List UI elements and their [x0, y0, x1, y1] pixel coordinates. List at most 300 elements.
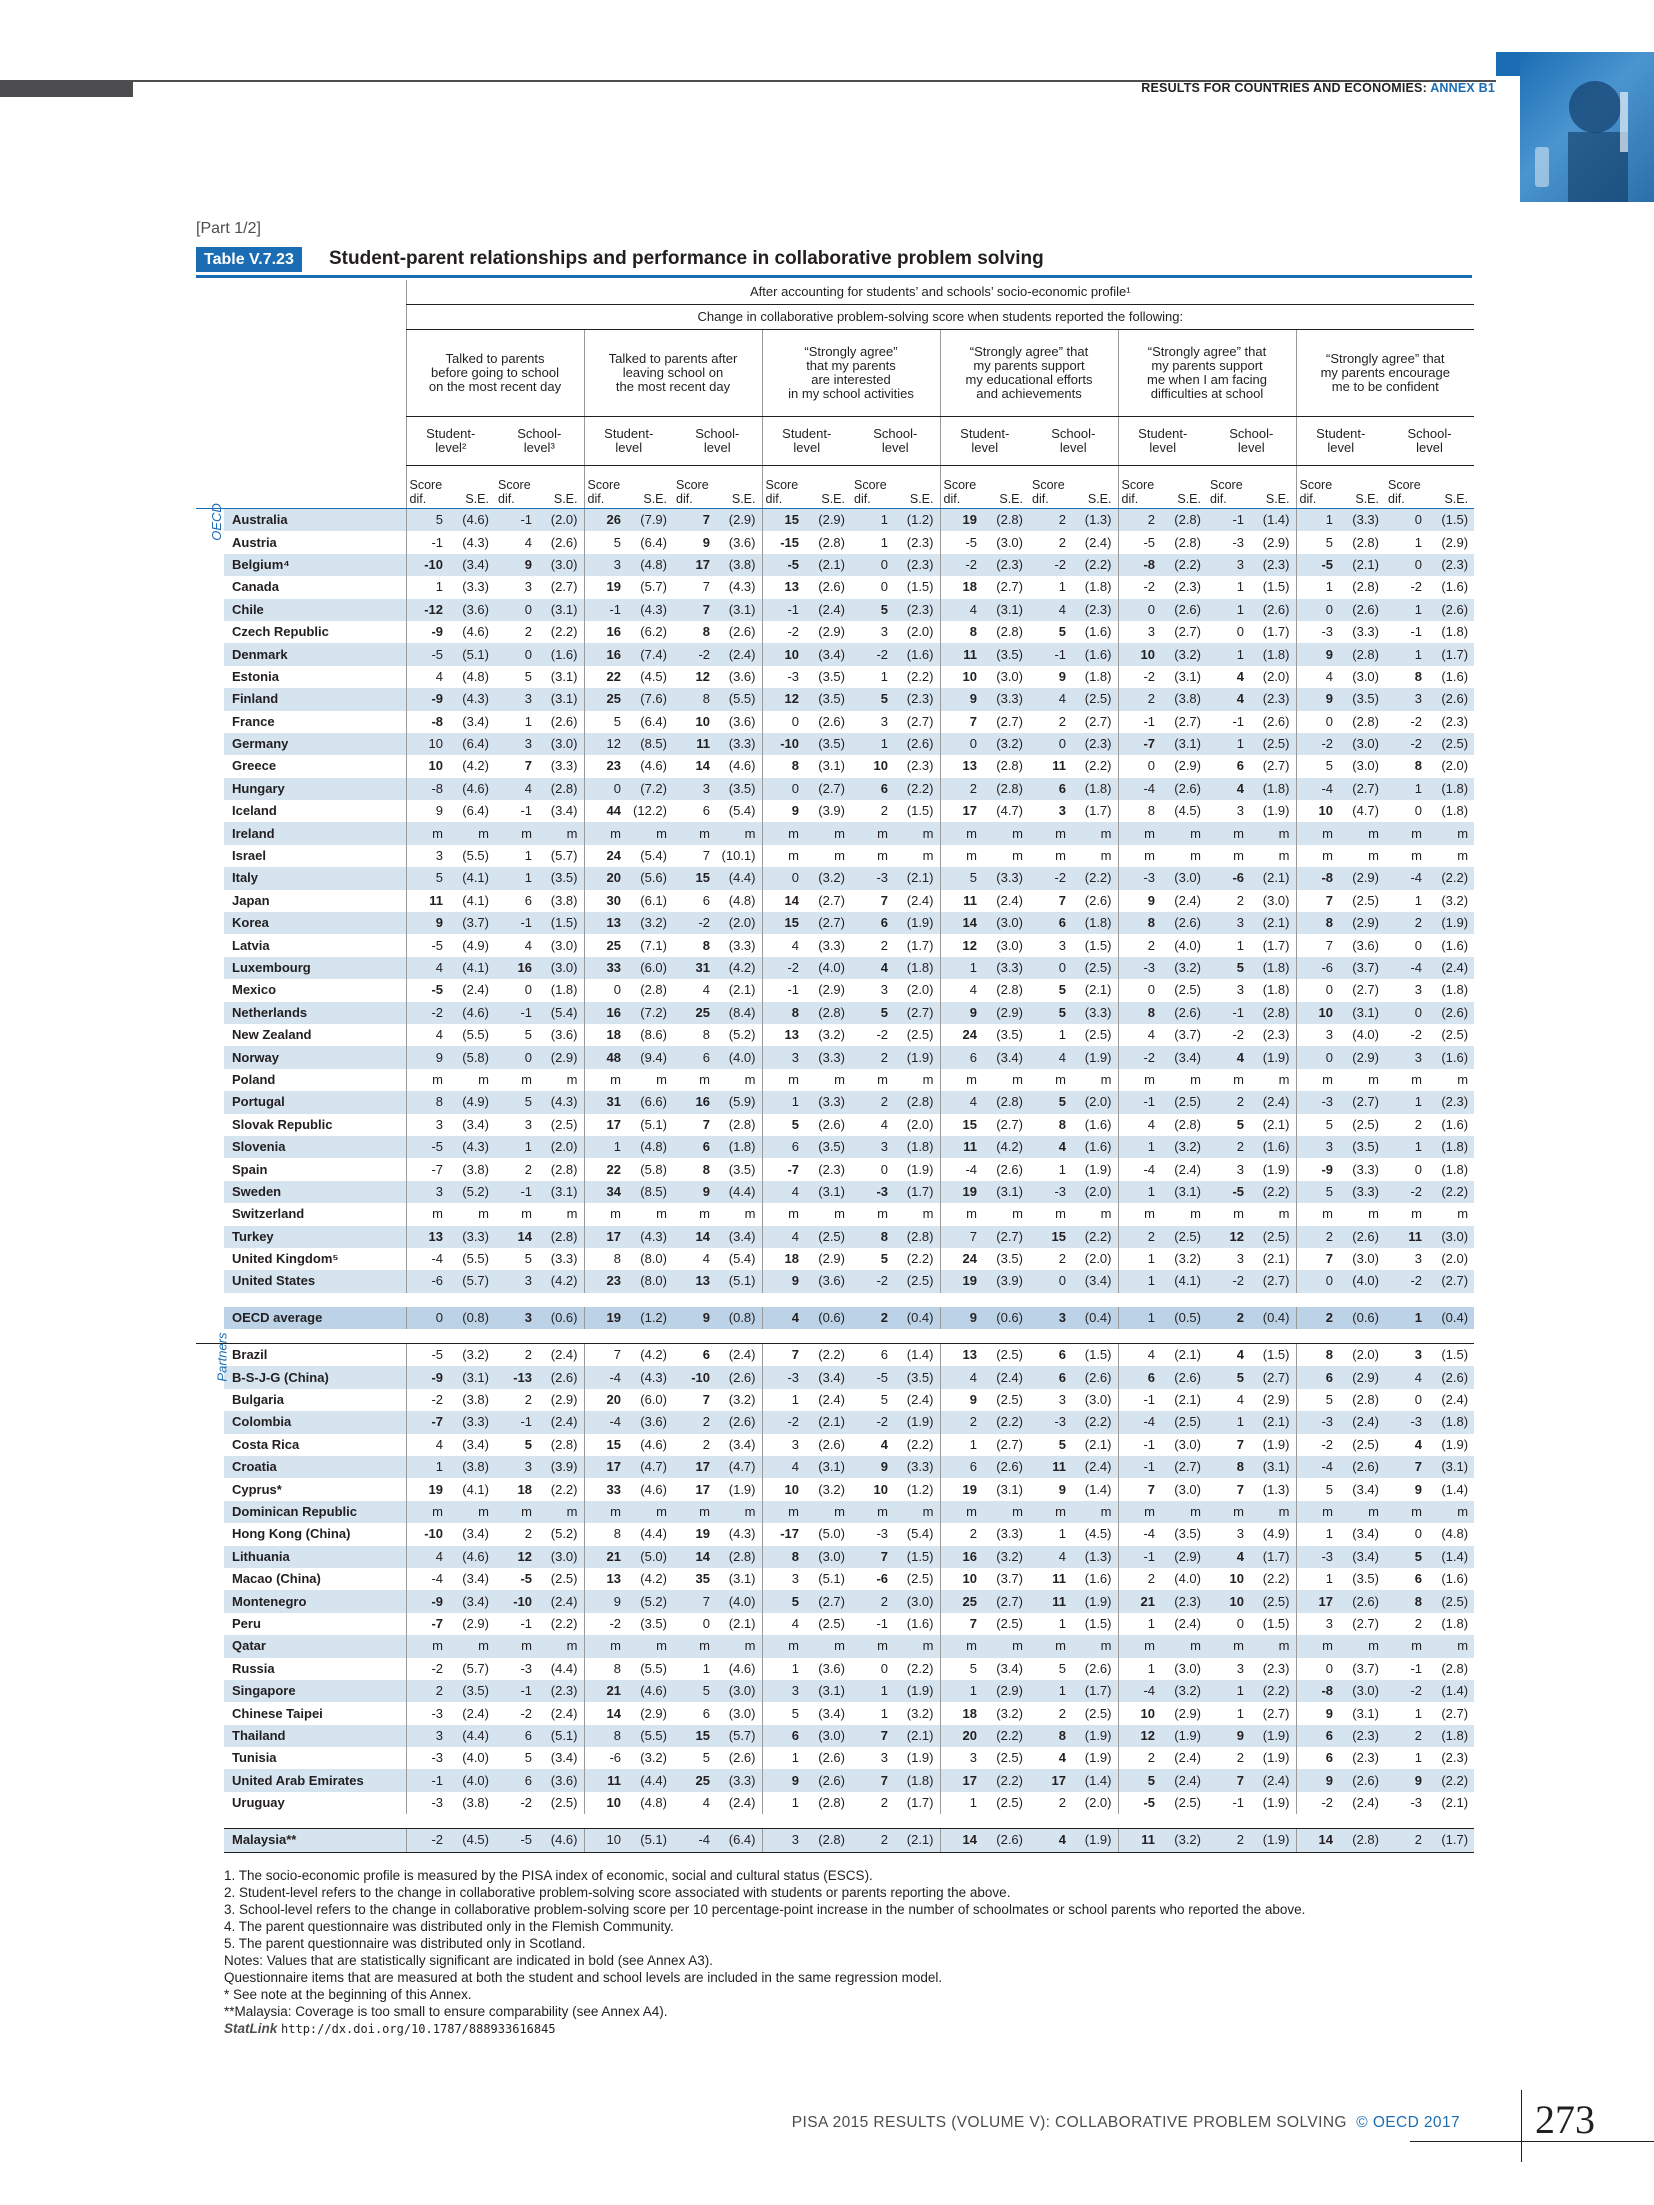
se-cell: (2.5) [550, 1571, 578, 1587]
score-dif-cell: 8 [702, 937, 710, 953]
se-cell: (4.9) [462, 937, 489, 953]
score-dif-cell: -2 [876, 1027, 888, 1043]
score-dif-cell: -5 [406, 979, 447, 1001]
se-cell: m [803, 1635, 851, 1657]
se-cell: m [1368, 848, 1379, 864]
score-dif-cell: 0 [495, 1046, 536, 1068]
se-cell: (3.4) [714, 1226, 762, 1248]
se-cell: (3.3) [818, 937, 845, 953]
score-dif-cell: m [1055, 1206, 1066, 1222]
se-cell: (1.8) [1441, 624, 1469, 640]
se-cell: (3.2) [1159, 1829, 1207, 1852]
se-cell: (12.2) [633, 803, 667, 819]
country-name: Costa Rica [232, 1436, 300, 1452]
level-header-line: level [1327, 440, 1355, 455]
country-name: Croatia [224, 1456, 406, 1478]
score-dif-cell: -9 [406, 1590, 447, 1612]
se-cell: (2.8) [892, 1226, 940, 1248]
se-cell: (3.3) [1352, 624, 1379, 640]
level-header-line: level [1149, 440, 1177, 455]
se-header: S.E. [803, 466, 851, 509]
score-dif-cell: 6 [851, 778, 892, 800]
row-side [196, 1613, 224, 1635]
se-cell: (2.1) [1248, 912, 1296, 934]
score-dif-cell: 3 [762, 1434, 803, 1456]
row-side [196, 1203, 224, 1225]
score-dif-cell: 4 [1029, 599, 1070, 621]
score-dif-cell: 1 [1118, 1270, 1159, 1292]
score-dif-cell: 17 [584, 1226, 625, 1248]
score-dif-cell: 8 [1296, 1344, 1337, 1367]
score-dif-cell: -8 [406, 778, 447, 800]
score-dif-cell: 6 [673, 1344, 714, 1367]
se-cell: (2.1) [1084, 1436, 1112, 1452]
se-cell: (3.4) [1352, 1481, 1379, 1497]
se-cell: m [1368, 1206, 1379, 1222]
score-dif-cell: -2 [406, 1389, 447, 1411]
se-cell: (5.0) [625, 1546, 673, 1568]
column-group-header-line: me when I am facing [1147, 372, 1267, 387]
score-dif-cell: 25 [584, 688, 625, 710]
se-cell: (1.9) [1262, 1750, 1290, 1766]
se-cell: (2.4) [536, 1590, 584, 1612]
se-cell: m [803, 1501, 851, 1523]
se-cell: (2.7) [803, 1590, 851, 1612]
score-dif-cell: 7 [1236, 1436, 1244, 1452]
score-dif-cell: 8 [584, 1658, 625, 1680]
se-cell: (5.5) [640, 1660, 667, 1676]
se-cell: (3.1) [1159, 1181, 1207, 1203]
se-cell: (3.3) [714, 733, 762, 755]
score-dif-cell: m [1385, 822, 1426, 844]
se-cell: m [1190, 1206, 1201, 1222]
score-dif-cell: 3 [851, 1136, 892, 1158]
se-cell: (2.2) [1070, 1226, 1118, 1248]
score-dif-cell: 9 [406, 800, 447, 822]
score-dif-cell: 4 [940, 599, 981, 621]
score-dif-cell: 2 [851, 1829, 892, 1852]
country-name: Peru [232, 1615, 261, 1631]
score-dif-cell: 11 [673, 733, 714, 755]
score-dif-cell: 6 [702, 1705, 710, 1721]
school-level-header [1029, 417, 1118, 466]
se-cell: (3.6) [728, 534, 756, 550]
score-dif-cell: 14 [762, 890, 803, 912]
score-dif-cell: 9 [1296, 643, 1337, 665]
se-cell: (4.8) [625, 1136, 673, 1158]
se-cell: (2.0) [906, 982, 934, 998]
score-dif-cell: 5 [1296, 1478, 1337, 1500]
score-dif-cell: 3 [1296, 1136, 1337, 1158]
se-cell: (2.6) [818, 1750, 845, 1766]
statlink-label: StatLink [224, 2021, 278, 2036]
se-cell: (8.5) [625, 733, 673, 755]
score-dif-header [940, 466, 981, 509]
score-dif-cell: 5 [495, 1091, 536, 1113]
score-dif-cell: 3 [762, 1046, 803, 1068]
score-dif-cell: 7 [1296, 934, 1337, 956]
score-header-line: Score [1210, 478, 1243, 492]
se-cell: (3.6) [1352, 937, 1379, 953]
table-row [196, 688, 1474, 710]
se-cell: (2.7) [1248, 1366, 1296, 1388]
score-header-line: Score [1299, 478, 1333, 492]
score-dif-cell: m [851, 1501, 892, 1523]
se-cell: (2.4) [550, 1705, 578, 1721]
country-name: Norway [224, 1046, 406, 1068]
se-cell: (1.8) [1262, 982, 1290, 998]
score-header-line: Score [765, 478, 799, 492]
se-header: S.E. [892, 466, 940, 509]
score-dif-cell: 7 [1296, 1248, 1337, 1270]
se-cell: (3.1) [1159, 733, 1207, 755]
school-level-header [495, 417, 584, 466]
se-cell: (5.2) [447, 1181, 495, 1203]
se-cell: (2.5) [1352, 1436, 1379, 1452]
se-cell: (2.0) [1070, 1181, 1118, 1203]
se-cell: (2.1) [728, 982, 756, 998]
se-cell: (6.0) [640, 1392, 667, 1408]
note-line: Notes: Values that are statistically significant are indicated in bold (see Annex A3). [224, 1953, 714, 1968]
se-cell: (8.0) [625, 1270, 673, 1292]
score-dif-cell: 9 [406, 912, 447, 934]
country-name: Dominican Republic [224, 1501, 406, 1523]
level-header-line: School- [695, 426, 740, 441]
statlink-url[interactable]: http://dx.doi.org/10.1787/888933616845 [281, 2022, 556, 2036]
score-dif-cell: 10 [1118, 1702, 1159, 1724]
score-dif-cell: -9 [406, 688, 447, 710]
se-cell: (2.6) [1084, 892, 1112, 908]
row-side [196, 1158, 224, 1180]
row-side [196, 1590, 224, 1612]
se-cell: (1.8) [714, 1136, 762, 1158]
section-label-text: Partners [214, 1332, 230, 1382]
se-cell: m [744, 1206, 756, 1222]
country-name: Turkey [224, 1226, 406, 1248]
se-cell: (3.6) [728, 713, 756, 729]
score-dif-cell: 1 [880, 534, 888, 550]
se-cell: (6.4) [714, 1829, 762, 1852]
score-dif-cell: m [877, 1071, 888, 1087]
running-header-text: RESULTS FOR COUNTRIES AND ECONOMIES: [1141, 81, 1427, 95]
score-dif-cell: 3 [1236, 1251, 1244, 1267]
score-dif-cell: 4 [851, 957, 892, 979]
se-cell: (2.4) [1174, 1615, 1201, 1631]
row-side [196, 867, 224, 889]
se-cell: (2.3) [1441, 713, 1469, 729]
se-cell: (1.9) [1441, 1436, 1469, 1452]
score-dif-cell: 0 [762, 778, 803, 800]
se-cell: (3.5) [447, 1680, 495, 1702]
score-dif-cell: 16 [584, 643, 625, 665]
score-dif-cell: 2 [1385, 1725, 1426, 1747]
row-side [196, 1702, 224, 1724]
se-cell: (2.9) [981, 1002, 1029, 1024]
column-group-header-line: difficulties at school [1150, 386, 1264, 401]
score-dif-cell: -9 [406, 1366, 447, 1388]
score-dif-cell: 3 [1236, 1526, 1244, 1542]
table-row [196, 800, 1474, 822]
score-dif-cell: 19 [584, 576, 625, 598]
se-cell: (2.0) [906, 624, 934, 640]
se-cell: (3.4) [996, 1660, 1023, 1676]
score-dif-cell: 3 [880, 1750, 888, 1766]
se-cell: (2.1) [1159, 1344, 1207, 1367]
score-dif-cell: 21 [1118, 1590, 1159, 1612]
score-dif-cell: 8 [940, 621, 981, 643]
se-cell: (2.2) [1262, 1571, 1290, 1587]
table-row [196, 934, 1474, 956]
score-dif-cell: 0 [1029, 1270, 1070, 1292]
score-dif-header [406, 466, 447, 509]
se-cell: (7.2) [625, 778, 673, 800]
se-cell: m [803, 822, 851, 844]
row-side [196, 1792, 224, 1814]
score-dif-cell: -3 [1385, 1411, 1426, 1433]
score-dif-cell: 4 [702, 1795, 710, 1811]
se-cell: (2.8) [536, 1226, 584, 1248]
score-dif-cell: 4 [762, 934, 803, 956]
table-row [196, 554, 1474, 576]
score-dif-cell: 6 [1414, 1571, 1422, 1587]
score-dif-cell: -5 [1207, 1181, 1248, 1203]
se-cell: (4.5) [1174, 803, 1201, 819]
score-dif-cell: 0 [1029, 957, 1070, 979]
score-dif-cell: 0 [1414, 1526, 1422, 1542]
score-dif-cell: 31 [584, 1091, 625, 1113]
score-dif-cell: 3 [1236, 982, 1244, 998]
score-dif-cell: -1 [1029, 643, 1070, 665]
se-cell: (2.7) [818, 892, 845, 908]
score-dif-cell: -9 [406, 621, 447, 643]
se-cell: (2.6) [1426, 1002, 1474, 1024]
score-dif-cell: 1 [1414, 534, 1422, 550]
se-cell: (7.1) [640, 937, 667, 953]
se-cell: (4.6) [462, 624, 489, 640]
se-cell: (1.7) [1426, 643, 1474, 665]
score-dif-cell: m [851, 1635, 892, 1657]
score-dif-cell: 18 [940, 576, 981, 598]
score-dif-cell: 6 [495, 1725, 536, 1747]
se-cell: m [714, 1501, 762, 1523]
se-cell: (1.8) [1070, 778, 1118, 800]
se-cell: (3.3) [447, 1226, 495, 1248]
se-cell: (3.5) [981, 643, 1029, 665]
table-row [196, 1002, 1474, 1024]
se-cell: m [1278, 848, 1290, 864]
country-name: United States [224, 1270, 406, 1292]
score-dif-cell: m [1118, 822, 1159, 844]
row-side [196, 1248, 224, 1270]
se-cell: (1.4) [1248, 509, 1296, 532]
se-cell: (1.8) [1084, 579, 1112, 595]
se-cell: (1.7) [892, 1181, 940, 1203]
se-cell: (3.7) [447, 912, 495, 934]
table-row [196, 1523, 1474, 1545]
score-header-line: dif. [943, 492, 961, 506]
row-side [196, 1725, 224, 1747]
score-dif-cell: 0 [1236, 624, 1244, 640]
score-dif-cell: m [584, 1203, 625, 1225]
row-side [196, 1501, 224, 1523]
se-cell: (1.5) [1084, 1615, 1112, 1631]
score-dif-cell: 1 [1118, 1613, 1159, 1635]
se-cell: m [1100, 848, 1112, 864]
score-dif-cell: 7 [524, 758, 532, 774]
score-dif-cell: 5 [524, 1027, 532, 1043]
score-dif-cell: m [1385, 1501, 1426, 1523]
score-dif-cell: 5 [1058, 1436, 1066, 1452]
se-cell: (2.6) [714, 1366, 762, 1388]
score-dif-cell: 1 [762, 1658, 803, 1680]
se-cell: (1.6) [1441, 1116, 1469, 1132]
table-row [196, 1747, 1474, 1769]
se-cell: (3.3) [1352, 1161, 1379, 1177]
se-cell: (6.4) [640, 713, 667, 729]
se-cell: (2.3) [818, 1161, 845, 1177]
country-name: Netherlands [224, 1002, 406, 1024]
score-dif-cell: 8 [762, 755, 803, 777]
se-cell: (1.9) [892, 1680, 940, 1702]
score-dif-cell: 7 [880, 892, 888, 908]
score-dif-cell: m [1055, 848, 1066, 864]
table-row [196, 1248, 1474, 1270]
score-dif-header [1207, 466, 1248, 509]
score-dif-cell: 0 [1118, 979, 1159, 1001]
score-dif-cell: 3 [1207, 912, 1248, 934]
footer-publication: PISA 2015 RESULTS (VOLUME V): COLLABORATIVE PROBLEM SOLVING [791, 2114, 1347, 2131]
se-cell: (2.5) [803, 1226, 851, 1248]
spacer-row [196, 1329, 1474, 1344]
se-cell: (2.2) [1426, 1181, 1474, 1203]
score-dif-cell: -9 [1296, 1158, 1337, 1180]
column-group-header [1118, 330, 1296, 417]
table-row [196, 979, 1474, 1001]
score-dif-cell: 14 [940, 912, 981, 934]
se-cell: (5.2) [728, 1027, 756, 1043]
score-dif-cell: 4 [1207, 688, 1248, 710]
score-dif-cell: 11 [1385, 1226, 1426, 1248]
table-row [196, 1568, 1474, 1590]
score-dif-cell: 4 [880, 1436, 888, 1452]
column-group-header [940, 330, 1118, 417]
se-cell: (2.5) [1248, 1226, 1296, 1248]
se-cell: m [1159, 1635, 1207, 1657]
score-dif-cell: 10 [584, 1792, 625, 1814]
score-dif-cell: -5 [520, 1571, 532, 1587]
se-cell: (1.8) [1426, 778, 1474, 800]
score-dif-cell: 4 [762, 1181, 803, 1203]
score-dif-cell: 0 [1414, 803, 1422, 819]
se-cell: (1.7) [1426, 1829, 1474, 1852]
score-dif-cell: 4 [1236, 668, 1244, 684]
table-row [196, 1226, 1474, 1248]
row-side [196, 1091, 224, 1113]
se-cell: (3.4) [550, 1750, 578, 1766]
se-cell: (3.2) [981, 1546, 1029, 1568]
row-side [196, 688, 224, 710]
se-cell: (3.4) [1159, 1046, 1207, 1068]
score-dif-cell: 0 [495, 599, 536, 621]
se-cell: (1.8) [1248, 957, 1296, 979]
score-dif-cell: 1 [851, 733, 892, 755]
score-dif-cell: 3 [673, 778, 714, 800]
se-cell: (1.9) [892, 912, 940, 934]
score-dif-cell: m [940, 845, 981, 867]
se-cell: (2.1) [1248, 1411, 1296, 1433]
se-cell: (4.6) [447, 1002, 495, 1024]
se-cell: (2.2) [550, 624, 578, 640]
score-header-line: Score [587, 478, 621, 492]
score-dif-cell: 14 [940, 1829, 981, 1852]
se-cell: (5.1) [640, 1116, 667, 1132]
se-cell: (2.7) [1262, 1705, 1290, 1721]
se-cell: m [447, 1635, 495, 1657]
se-cell: (1.5) [1426, 509, 1474, 532]
score-dif-cell: 2 [1118, 1568, 1159, 1590]
score-dif-cell: 9 [1414, 1481, 1422, 1497]
se-cell: (4.3) [625, 1226, 673, 1248]
score-header-line: dif. [854, 492, 871, 506]
column-group-header-line: are interested [811, 372, 891, 387]
se-cell: (5.6) [625, 867, 673, 889]
score-dif-cell: 1 [940, 1680, 981, 1702]
se-cell: (3.0) [728, 1705, 756, 1721]
score-dif-cell: 5 [1385, 1546, 1426, 1568]
score-dif-cell: -1 [495, 1181, 536, 1203]
score-dif-cell: -12 [406, 599, 447, 621]
score-dif-cell: 3 [406, 1181, 447, 1203]
se-cell: (0.6) [803, 1307, 851, 1329]
se-cell: m [834, 1071, 845, 1087]
table-body [196, 503, 1474, 1853]
se-cell: m [566, 1206, 578, 1222]
se-cell: (3.2) [1159, 643, 1207, 665]
score-dif-cell: -17 [762, 1523, 803, 1545]
score-dif-cell: 9 [1058, 668, 1066, 684]
score-dif-cell: 9 [940, 1307, 981, 1329]
score-dif-cell: 22 [584, 666, 625, 688]
se-cell: (2.7) [996, 1116, 1023, 1132]
score-header-line: Score [943, 478, 977, 492]
se-cell: (2.8) [803, 1829, 851, 1852]
score-dif-cell: 4 [406, 1024, 447, 1046]
se-cell: (1.9) [1159, 1725, 1207, 1747]
score-dif-cell: 10 [1118, 643, 1159, 665]
column-group-header-line: “Strongly agree” [804, 344, 898, 359]
country-name: Tunisia [232, 1750, 277, 1766]
row-side [196, 1136, 224, 1158]
score-dif-cell: 2 [880, 1795, 888, 1811]
score-dif-cell: 4 [762, 1456, 803, 1478]
se-cell: (2.6) [1337, 1769, 1385, 1791]
score-dif-cell: 3 [495, 1270, 536, 1292]
se-cell: (7.9) [625, 509, 673, 532]
score-dif-cell: 7 [702, 1392, 710, 1408]
se-cell: (6.6) [625, 1091, 673, 1113]
score-dif-cell: 2 [1058, 713, 1066, 729]
score-dif-cell: 44 [584, 800, 625, 822]
score-dif-cell: m [762, 845, 803, 867]
score-dif-cell: 0 [1385, 554, 1426, 576]
se-cell: m [536, 1635, 584, 1657]
score-dif-cell: 20 [584, 1389, 625, 1411]
se-cell: (3.3) [981, 867, 1029, 889]
se-cell: m [892, 822, 940, 844]
score-dif-cell: 1 [1058, 579, 1066, 595]
score-dif-cell: -4 [673, 1829, 714, 1852]
score-dif-cell: 14 [673, 1546, 714, 1568]
